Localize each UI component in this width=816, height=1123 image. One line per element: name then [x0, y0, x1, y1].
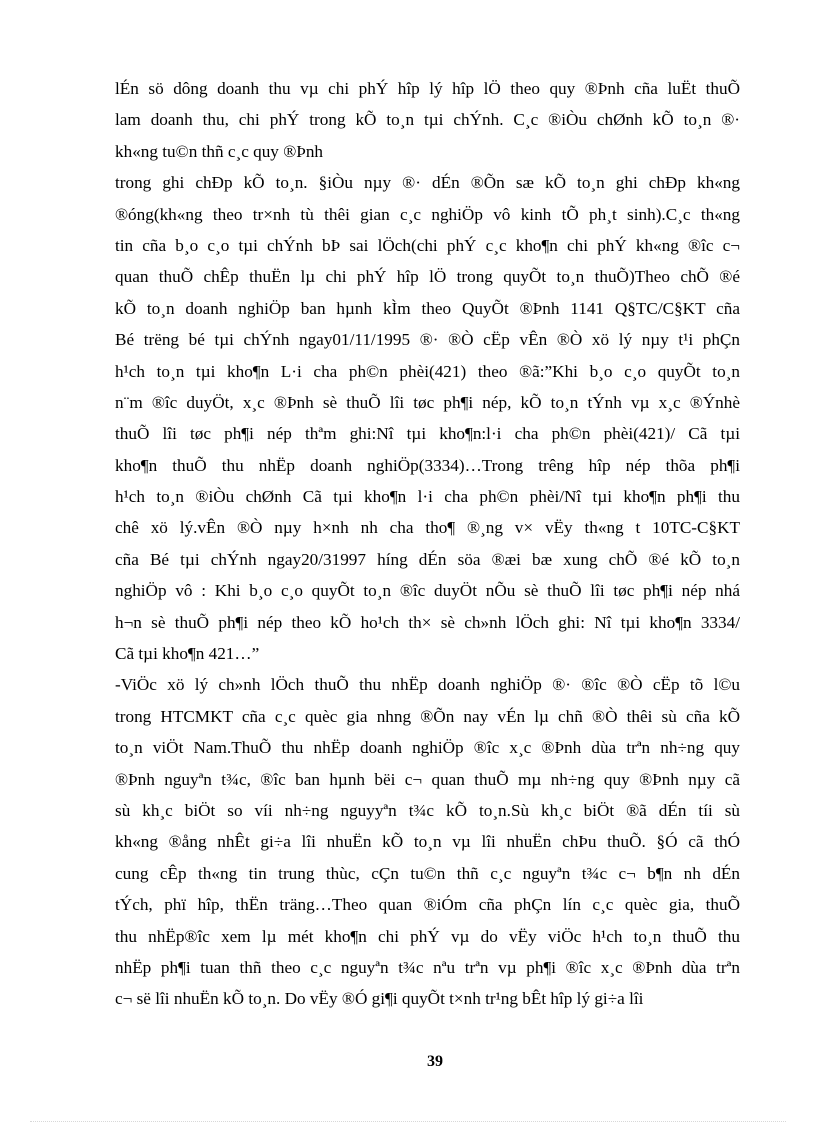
text-line: nghiÖp vô : Khi b¸o c¸o quyÕt to¸n ®îc duyÖt nÕu sè thuÕ lîi tøc ph¶i nép nhá: [115, 581, 740, 601]
text-line: c¬ së lîi nhuËn kÕ to¸n. Do vËy ®Ó gi¶i quyÕt t×nh tr¹ng bÊt hîp lý gi÷a lîi: [115, 989, 644, 1009]
text-line: kh«ng tu©n thñ c¸c quy ®Þnh: [115, 141, 324, 161]
text-line: thu nhËp®îc xem lµ mét kho¶n chi phÝ vµ do vËy viÖc h¹ch to¸n thuÕ thu: [115, 926, 740, 946]
text-line: -ViÖc xö lý ch»nh lÖch thuÕ thu nhËp doanh nghiÖp ®· ®îc ®Ò cËp tõ l©u: [115, 675, 740, 695]
text-line: kh«ng ®ång nhÊt gi÷a lîi nhuËn kÕ to¸n vµ lîi nhuËn chÞu thuÕ. §Ó cã thÓ: [115, 832, 740, 852]
text-line: sù kh¸c biÖt so víi nh÷ng nguyyªn t¾c kÕ to¸n.Sù kh¸c biÖt ®ã dÉn tíi sù: [115, 800, 740, 820]
page-bottom-divider: [30, 1121, 786, 1122]
text-line: quan thuÕ chÊp thuËn lµ chi phÝ hîp lÖ trong quyÕt to¸n thuÕ)Theo chÕ ®é: [115, 267, 740, 287]
text-line: cña Bé tµi chÝnh ngay20/31997 híng dÉn söa ®æi bæ xung chÕ ®é kÕ to¸n: [115, 549, 740, 569]
text-line: Bé trëng bé tµi chÝnh ngay01/11/1995 ®· ®Ò cËp vÊn ®Ò xö lý nµy t¹i phÇn: [115, 330, 740, 350]
text-line: tÝch, phï hîp, thËn träng…Theo quan ®iÓm cña phÇn lín c¸c quèc gia, thuÕ: [115, 895, 740, 915]
page-number: 39: [427, 1053, 443, 1070]
text-line: chê xö lý.vÊn ®Ò nµy h×nh nh cha tho¶ ®¸ng v× vËy th«ng t 10TC-C§KT: [115, 518, 740, 538]
text-line: n¨m ®îc duyÖt, x¸c ®Þnh sè thuÕ lîi tøc ph¶i nép, kÕ to¸n tÝnh vµ x¸c ®Ýnhè: [115, 392, 740, 412]
text-line: thuÕ lîi tøc ph¶i nép thªm ghi:Nî tµi kho¶n:l·i cha ph©n phèi(421)/ Cã tµi: [115, 424, 740, 444]
text-line: h¹ch to¸n tµi kho¶n L·i cha ph©n phèi(421) theo ®ã:”Khi b¸o c¸o quyÕt to¸n: [115, 361, 740, 381]
text-line: cung cÊp th«ng tin trung thùc, cÇn tu©n thñ c¸c nguyªn t¾c c¬ b¶n nh dÉn: [115, 863, 740, 883]
text-line: to¸n viÖt Nam.ThuÕ thu nhËp doanh nghiÖp ®îc x¸c ®Þnh dùa trªn nh÷ng quy: [115, 738, 740, 758]
text-line: kho¶n thuÕ thu nhËp doanh nghiÖp(3334)…Trong trêng hîp nép thõa ph¶i: [115, 455, 740, 475]
text-line: trong HTCMKT cña c¸c quèc gia nhng ®Õn nay vÉn lµ chñ ®Ò thêi sù cña kÕ: [115, 706, 740, 726]
text-line: lam doanh thu, chi phÝ trong kÕ to¸n tµi chÝnh. C¸c ®iÒu chØnh kÕ to¸n ®·: [115, 110, 740, 130]
text-line: kÕ to¸n doanh nghiÖp ban hµnh kÌm theo QuyÕt ®Þnh 1141 Q§TC/C§KT cña: [115, 298, 740, 318]
body-text: [115, 73, 740, 1015]
text-line: h¬n sè thuÕ ph¶i nép theo kÕ ho¹ch th× sè ch»nh lÖch ghi: Nî tµi kho¶n 3334/: [115, 612, 740, 632]
text-line: ®Þnh nguyªn t¾c, ®îc ban hµnh bëi c¬ quan thuÕ mµ nh÷ng quy ®Þnh nµy cã: [115, 769, 740, 789]
text-line: lÉn sö dông doanh thu vµ chi phÝ hîp lý hîp lÖ theo quy ®Þnh cña luËt thuÕ: [115, 79, 740, 98]
text-line: Cã tµi kho¶n 421…”: [115, 644, 260, 664]
text-line: h¹ch to¸n ®iÒu chØnh Cã tµi kho¶n l·i cha ph©n phèi/Nî tµi kho¶n ph¶i thu: [115, 487, 740, 507]
text-line: nhËp ph¶i tuan thñ theo c¸c nguyªn t¾c nªu trªn vµ ph¶i ®îc x¸c ®Þnh dùa trªn: [115, 957, 740, 977]
text-line: ®óng(kh«ng theo tr×nh tù thêi gian c¸c nghiÖp vô kinh tÕ ph¸t sinh).C¸c th«ng: [115, 204, 740, 224]
text-line: tin cña b¸o c¸o tµi chÝnh bÞ sai lÖch(chi phÝ c¸c kho¶n chi phÝ kh«ng ®îc c¬: [115, 235, 740, 255]
text-line: trong ghi chÐp kÕ to¸n. §iÒu nµy ®· dÉn ®Õn sæ kÕ to¸n ghi chÐp kh«ng: [115, 173, 740, 193]
